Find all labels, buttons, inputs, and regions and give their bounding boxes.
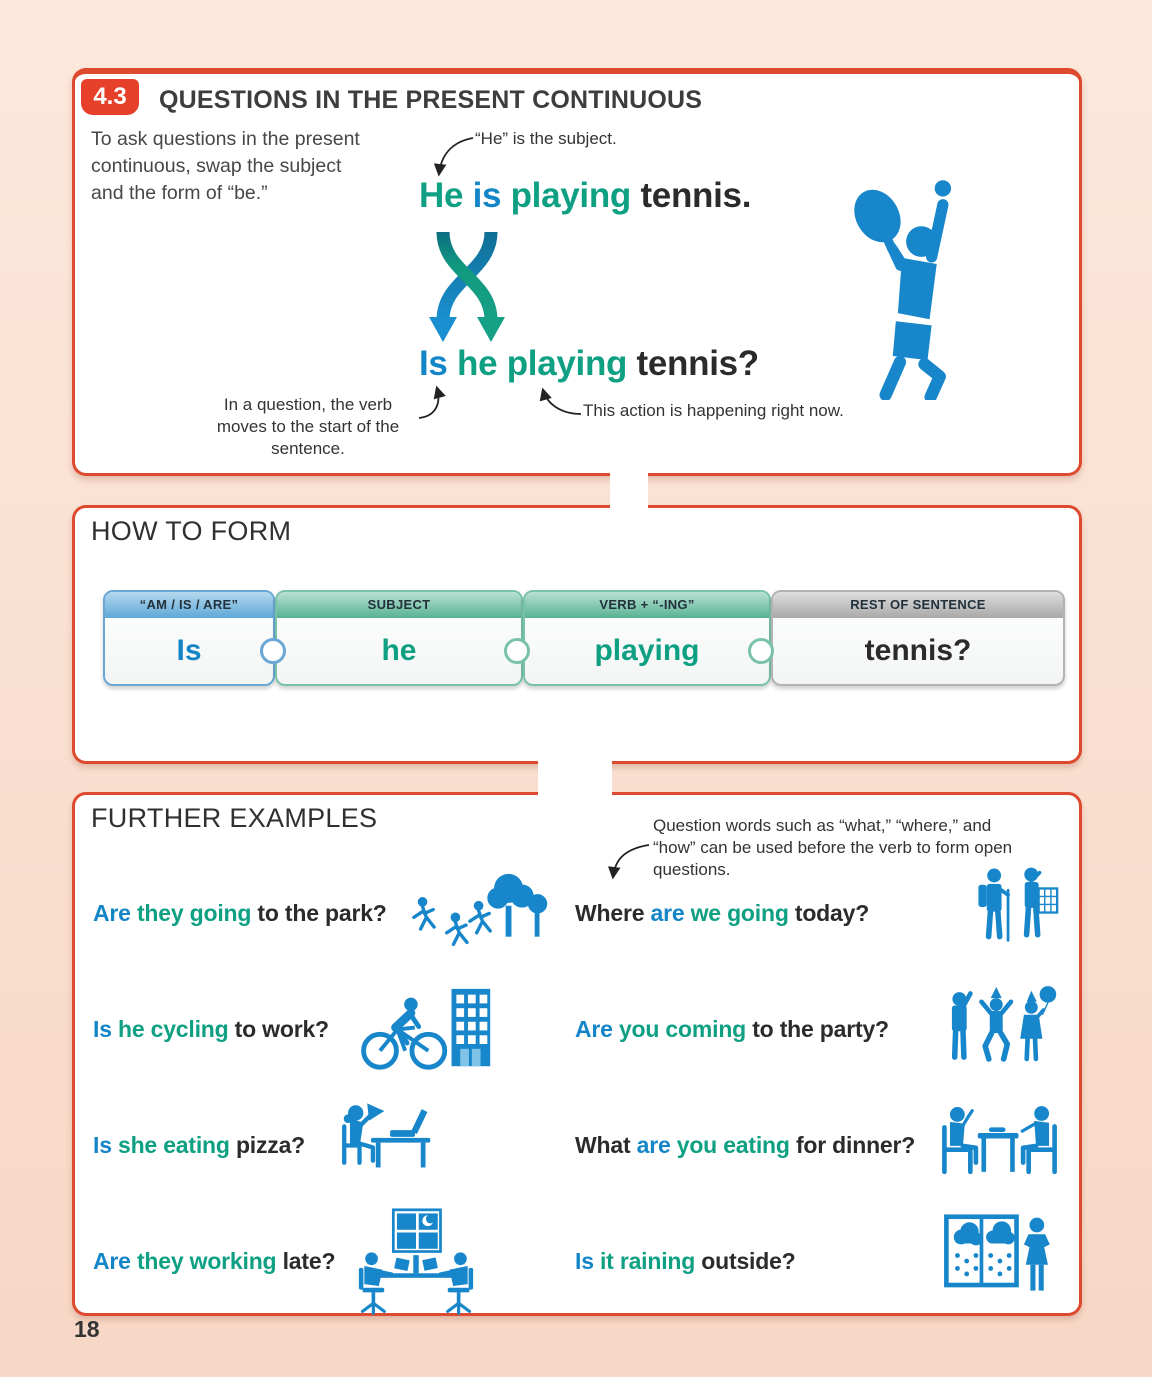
question-sentence — [419, 344, 759, 384]
example-sentence — [93, 900, 387, 927]
sentence-word: playing — [510, 176, 641, 215]
example-sentence — [93, 1016, 329, 1043]
example-item — [93, 1208, 573, 1315]
example-sentence — [575, 1132, 915, 1159]
puzzle-knob — [504, 638, 530, 664]
how-to-form-panel — [72, 505, 1082, 764]
sentence-word: they working — [136, 1247, 283, 1274]
annotation-question-words: Question words such as “what,” “where,” and “how” can be used before the verb to form open questions. — [653, 816, 1013, 880]
annotation-verb-moves: In a question, the verb moves to the start of the sentence. — [216, 395, 400, 459]
example-sentence — [93, 1248, 335, 1275]
statement-sentence — [419, 176, 751, 216]
sentence-word: she eating — [117, 1131, 236, 1158]
puzzle-header: REST OF SENTENCE — [773, 592, 1063, 618]
puzzle-value: Is — [176, 634, 202, 667]
pizza-icon — [327, 1099, 437, 1191]
example-sentence — [575, 1016, 889, 1043]
sentence-word: to the park? — [257, 899, 387, 926]
sentence-word: he cycling — [117, 1015, 235, 1042]
puzzle-header: “AM / IS / ARE” — [105, 592, 273, 618]
puzzle-value: tennis? — [864, 634, 972, 667]
sentence-word: What — [575, 1131, 637, 1158]
sentence-word: Is — [575, 1247, 600, 1274]
sentence-word: late? — [282, 1247, 336, 1274]
sentence-word: for dinner? — [795, 1131, 916, 1158]
panel-connector — [610, 455, 648, 517]
puzzle-piece-subject — [275, 590, 523, 686]
how-to-form-title: HOW TO FORM — [91, 516, 292, 546]
sentence-word: you eating — [676, 1131, 796, 1158]
sentence-word: Are — [575, 1015, 619, 1042]
example-sentence — [575, 900, 869, 927]
sentence-word: Where — [575, 899, 651, 926]
lesson-header-panel — [72, 68, 1082, 476]
park-icon — [409, 867, 554, 959]
sentence-word: today? — [794, 899, 870, 926]
party-icon — [939, 985, 1059, 1073]
cycling-icon — [351, 983, 496, 1075]
puzzle-knob — [260, 638, 286, 664]
sentence-word: they going — [136, 899, 258, 926]
sentence-word: tennis? — [636, 344, 759, 383]
example-item — [93, 983, 573, 1075]
intro-text: To ask questions in the present continuous, swap the subject and the form of “be.” — [91, 128, 360, 204]
sentence-word: is — [472, 176, 511, 215]
puzzle-header: VERB + “-ING” — [525, 592, 769, 618]
sentence-word: Are — [93, 1247, 137, 1274]
sentence-word: to work? — [234, 1015, 329, 1042]
example-sentence — [93, 1132, 305, 1159]
sentence-word: He — [419, 176, 473, 215]
examples-grid — [93, 855, 1059, 1319]
example-item — [573, 1103, 1059, 1187]
puzzle-row — [103, 590, 1065, 686]
puzzle-piece-rest-of-sentence — [771, 590, 1065, 686]
sentence-word: playing — [506, 344, 637, 383]
annotation-subject: “He” is the subject. — [475, 129, 617, 148]
working-icon — [357, 1208, 475, 1315]
puzzle-value: playing — [594, 634, 700, 667]
dinner-icon — [937, 1103, 1062, 1187]
annotation-action-now: This action is happening right now. — [583, 401, 844, 420]
example-item — [573, 864, 1059, 962]
puzzle-knob — [748, 638, 774, 664]
puzzle-piece-am-is-are — [103, 590, 275, 686]
example-item — [93, 867, 573, 959]
puzzle-piece-verb-ing — [523, 590, 771, 686]
sentence-word: are — [650, 899, 691, 926]
sentence-word: outside? — [701, 1247, 796, 1274]
example-item — [573, 985, 1059, 1073]
example-item — [573, 1213, 1059, 1310]
sentence-word: Is — [419, 344, 458, 383]
rain-icon — [939, 1213, 1059, 1310]
sentence-word: you coming — [618, 1015, 753, 1042]
example-sentence — [575, 1248, 796, 1275]
further-examples-title: FURTHER EXAMPLES — [91, 803, 378, 833]
sentence-word: Is — [93, 1131, 118, 1158]
puzzle-value: he — [381, 634, 417, 667]
sentence-word: tennis. — [640, 176, 752, 215]
sentence-word: he — [457, 344, 507, 383]
sentence-word: Are — [93, 899, 137, 926]
sentence-word: it raining — [599, 1247, 702, 1274]
tennis-player-icon — [835, 170, 971, 400]
puzzle-header: SUBJECT — [277, 592, 521, 618]
sentence-word: pizza? — [235, 1131, 306, 1158]
example-item — [93, 1099, 573, 1191]
further-examples-panel — [72, 792, 1082, 1316]
sentence-word: to the party? — [752, 1015, 889, 1042]
sentence-word: Is — [93, 1015, 118, 1042]
sentence-word: are — [636, 1131, 677, 1158]
panel-connector — [538, 747, 612, 805]
page-title: QUESTIONS IN THE PRESENT CONTINUOUS — [159, 86, 703, 114]
hikers-icon — [971, 864, 1059, 962]
swap-arrows-graphic — [427, 230, 517, 345]
page-number: 18 — [74, 1316, 100, 1342]
section-number-badge: 4.3 — [81, 79, 139, 115]
sentence-word: we going — [690, 899, 795, 926]
